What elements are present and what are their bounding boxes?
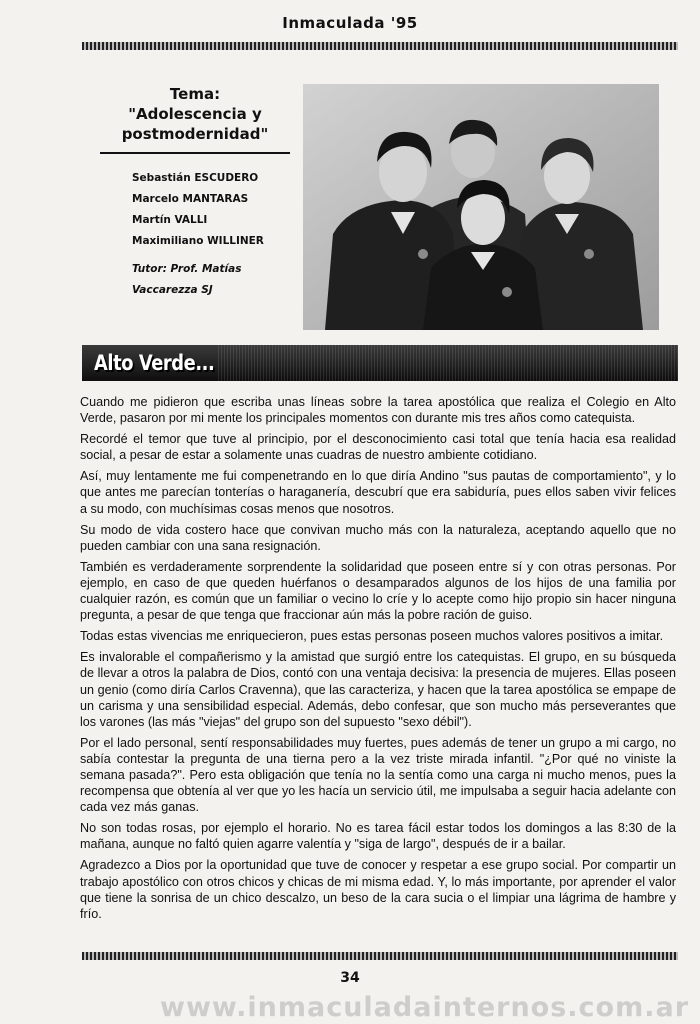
bottom-hatched-divider bbox=[82, 952, 678, 960]
paragraph: Todas estas vivencias me enriquecieron, pues estas personas poseen muchos valores positivos a imitar. bbox=[80, 629, 664, 644]
tutor-credit: Tutor: Prof. Matías Vaccarezza SJ bbox=[132, 263, 242, 296]
top-hatched-divider bbox=[82, 42, 678, 50]
paragraph: Agradezco a Dios por la oportunidad que tuve de conocer y respetar a ese grupo social. Por compartir un trabajo apostólico con otros chicos y chicas de mi misma edad. Y, lo más importante, por aprender el valor que tiene la sonrisa de un chico descalzo, un beso de la cara sucia o el limpiar una lágrima de hambre y frío. bbox=[80, 858, 676, 921]
theme-title-line-1: "Adolescencia y bbox=[128, 105, 262, 123]
section-title: Alto Verde... bbox=[94, 351, 215, 375]
paragraph: Es invalorable el compañerismo y la amistad que surgió entre los catequistas. El grupo, en su búsqueda de llevar a otros la palabra de Dios, contó con una ventaja decisiva: la presencia de mujeres. Ellas poseen un genio (como diría Carlos Cravenna), que las caracteriza, y hacen que la tarea apostólica se empape de un carisma y una sensibilidad especial. Además, debo confesar, que son mucho más perseverantes que los varones (las más "viejas" del grupo son del supuesto "sexo débil"). bbox=[80, 650, 676, 729]
author-name: Maximiliano WILLINER bbox=[132, 235, 264, 247]
theme-label: Tema: bbox=[169, 85, 221, 103]
paragraph: Recordé el temor que tuve al principio, por el desconocimiento casi total que tenía hacia esa realidad social, a pesar de estar a solamente unas cuadras de nuestro ambiente cotidiano. bbox=[80, 432, 676, 463]
theme-underline bbox=[100, 152, 290, 154]
group-photo bbox=[303, 84, 659, 330]
group-photo-illustration bbox=[303, 84, 659, 330]
page-number: 34 bbox=[340, 970, 360, 986]
paragraph: Cuando me pidieron que escriba unas líneas sobre la tarea apostólica que realiza el Colegio en Alto Verde, pasaron por mi mente los principales momentos con durante mis tres años como catequista. bbox=[80, 395, 676, 426]
author-name: Martín VALLI bbox=[132, 214, 208, 226]
paragraph: Por el lado personal, sentí responsabilidades muy fuertes, pues además de tener un grupo a mi cargo, no sabía contestar la pregunta de una tierna pero a la vez triste mirada infantil. "¿Por qué no viniste la semana pasada?". Pero esta obligación que tenía no la sentía como una carga ni mucho menos, pues la recompensa que obtenía al ver que yo les hacía un servicio útil, me impulsaba a seguir hacia adelante con cada vez más ganas. bbox=[80, 735, 676, 815]
site-watermark: www.inmaculadainternos.com.ar bbox=[160, 992, 690, 1023]
paragraph: No son todas rosas, por ejemplo el horario. No es tarea fácil estar todos los domingos a las 8:30 de la mañana, aunque no faltó quien agarre valentía y "siga de largo", después de ir a bailar. bbox=[80, 821, 676, 852]
banner-stripes bbox=[218, 345, 678, 381]
theme-block bbox=[100, 84, 290, 301]
paragraph: Su modo de vida costero hace que convivan mucho más con la naturaleza, aceptando aquello que no pueden cambiar con una sana resignación. bbox=[80, 522, 676, 553]
authors-list bbox=[100, 168, 290, 301]
paragraph: También es verdaderamente sorprendente la solidaridad que poseen entre sí y con otras personas. Por ejemplo, en caso de que queden huérfanos o desamparados algunos de los hijos de una familia por cualquier razón, es común que un familiar o vecino lo críe y lo acepte como hijo propio sin hacer ninguna pregunta, a pesar de que tenga que fraccionar aún más la pobre ración de guiso. bbox=[80, 559, 676, 623]
page-header-title: Inmaculada '95 bbox=[282, 14, 418, 32]
author-name: Marcelo MANTARAS bbox=[132, 193, 249, 205]
theme-title-line-2: postmodernidad" bbox=[121, 125, 269, 143]
article-body bbox=[80, 394, 676, 927]
paragraph: Así, muy lentamente me fui compenetrando en lo que diría Andino "sus pautas de comportamiento", y lo que antes me parecían tonterías o haraganería, descubrí que era sabiduría, pues ellos saben vivir felices a su modo, con muchísimas cosas menos que nosotros. bbox=[80, 469, 676, 516]
section-banner bbox=[82, 345, 678, 381]
author-name: Sebastián ESCUDERO bbox=[132, 172, 259, 184]
